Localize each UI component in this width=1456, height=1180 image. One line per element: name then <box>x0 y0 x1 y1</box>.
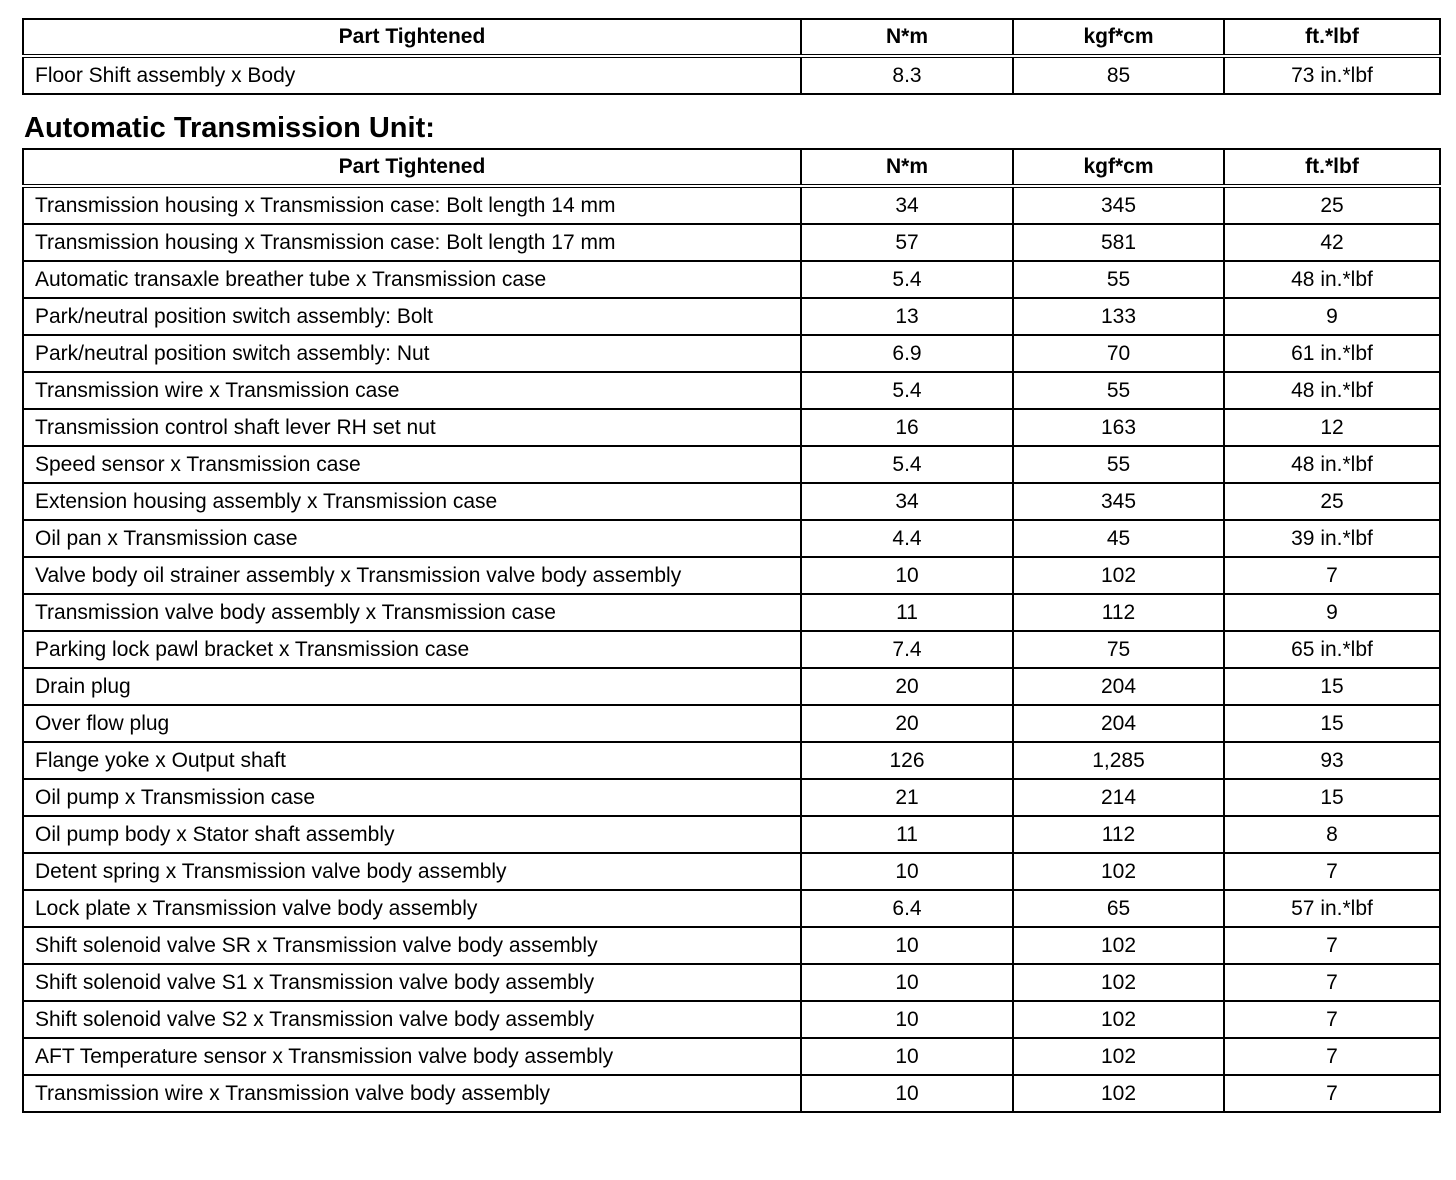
cell-kgfcm: 102 <box>1013 557 1224 594</box>
cell-ftlbf: 7 <box>1224 927 1440 964</box>
cell-nm: 20 <box>801 705 1013 742</box>
cell-nm: 57 <box>801 224 1013 261</box>
cell-ftlbf: 61 in.*lbf <box>1224 335 1440 372</box>
cell-part-tightened: Parking lock pawl bracket x Transmission case <box>23 631 801 668</box>
table-row <box>23 224 1440 261</box>
table-row <box>23 335 1440 372</box>
header-ftlbf: ft.*lbf <box>1224 19 1440 56</box>
table-row <box>23 742 1440 779</box>
table-row <box>23 631 1440 668</box>
header-part-tightened: Part Tightened <box>23 19 801 56</box>
cell-ftlbf: 93 <box>1224 742 1440 779</box>
cell-part-tightened: Floor Shift assembly x Body <box>23 56 801 94</box>
cell-nm: 13 <box>801 298 1013 335</box>
cell-ftlbf: 73 in.*lbf <box>1224 56 1440 94</box>
cell-ftlbf: 15 <box>1224 668 1440 705</box>
cell-ftlbf: 7 <box>1224 557 1440 594</box>
cell-nm: 5.4 <box>801 261 1013 298</box>
header-part-tightened: Part Tightened <box>23 149 801 186</box>
cell-kgfcm: 102 <box>1013 1075 1224 1112</box>
cell-part-tightened: Flange yoke x Output shaft <box>23 742 801 779</box>
cell-nm: 10 <box>801 1075 1013 1112</box>
table-row <box>23 816 1440 853</box>
cell-ftlbf: 7 <box>1224 1038 1440 1075</box>
cell-part-tightened: Shift solenoid valve SR x Transmission valve body assembly <box>23 927 801 964</box>
cell-part-tightened: AFT Temperature sensor x Transmission valve body assembly <box>23 1038 801 1075</box>
cell-ftlbf: 7 <box>1224 853 1440 890</box>
table-header-row <box>23 149 1440 186</box>
cell-part-tightened: Drain plug <box>23 668 801 705</box>
cell-ftlbf: 42 <box>1224 224 1440 261</box>
cell-kgfcm: 102 <box>1013 1038 1224 1075</box>
table-row <box>23 853 1440 890</box>
cell-kgfcm: 133 <box>1013 298 1224 335</box>
floor-shift-torque-table <box>22 18 1441 95</box>
cell-part-tightened: Oil pan x Transmission case <box>23 520 801 557</box>
table-row <box>23 261 1440 298</box>
cell-ftlbf: 9 <box>1224 298 1440 335</box>
cell-nm: 8.3 <box>801 56 1013 94</box>
cell-ftlbf: 65 in.*lbf <box>1224 631 1440 668</box>
cell-nm: 10 <box>801 1001 1013 1038</box>
table-row <box>23 594 1440 631</box>
cell-ftlbf: 12 <box>1224 409 1440 446</box>
table-row <box>23 668 1440 705</box>
cell-part-tightened: Transmission wire x Transmission valve body assembly <box>23 1075 801 1112</box>
cell-ftlbf: 15 <box>1224 779 1440 816</box>
cell-part-tightened: Oil pump x Transmission case <box>23 779 801 816</box>
table-row <box>23 298 1440 335</box>
header-kgfcm: kgf*cm <box>1013 149 1224 186</box>
cell-nm: 10 <box>801 557 1013 594</box>
cell-nm: 10 <box>801 927 1013 964</box>
header-ftlbf: ft.*lbf <box>1224 149 1440 186</box>
cell-nm: 34 <box>801 483 1013 520</box>
section-title: Automatic Transmission Unit: <box>24 112 435 144</box>
cell-nm: 10 <box>801 853 1013 890</box>
table-row <box>23 705 1440 742</box>
cell-nm: 7.4 <box>801 631 1013 668</box>
cell-nm: 10 <box>801 1038 1013 1075</box>
cell-part-tightened: Oil pump body x Stator shaft assembly <box>23 816 801 853</box>
cell-ftlbf: 7 <box>1224 1001 1440 1038</box>
cell-ftlbf: 9 <box>1224 594 1440 631</box>
cell-nm: 11 <box>801 594 1013 631</box>
cell-nm: 6.4 <box>801 890 1013 927</box>
cell-part-tightened: Transmission wire x Transmission case <box>23 372 801 409</box>
cell-nm: 5.4 <box>801 372 1013 409</box>
cell-kgfcm: 163 <box>1013 409 1224 446</box>
header-nm: N*m <box>801 19 1013 56</box>
cell-part-tightened: Transmission housing x Transmission case: Bolt length 14 mm <box>23 186 801 224</box>
table-row <box>23 483 1440 520</box>
cell-kgfcm: 102 <box>1013 1001 1224 1038</box>
table-row <box>23 964 1440 1001</box>
table-row <box>23 779 1440 816</box>
cell-ftlbf: 48 in.*lbf <box>1224 446 1440 483</box>
cell-ftlbf: 8 <box>1224 816 1440 853</box>
cell-part-tightened: Lock plate x Transmission valve body assembly <box>23 890 801 927</box>
cell-part-tightened: Transmission control shaft lever RH set nut <box>23 409 801 446</box>
cell-nm: 126 <box>801 742 1013 779</box>
cell-kgfcm: 55 <box>1013 261 1224 298</box>
cell-kgfcm: 204 <box>1013 705 1224 742</box>
cell-nm: 4.4 <box>801 520 1013 557</box>
table-row <box>23 56 1440 94</box>
cell-kgfcm: 112 <box>1013 816 1224 853</box>
cell-kgfcm: 102 <box>1013 927 1224 964</box>
cell-kgfcm: 65 <box>1013 890 1224 927</box>
cell-kgfcm: 102 <box>1013 964 1224 1001</box>
cell-kgfcm: 1,285 <box>1013 742 1224 779</box>
cell-part-tightened: Extension housing assembly x Transmission case <box>23 483 801 520</box>
table-row <box>23 372 1440 409</box>
cell-ftlbf: 39 in.*lbf <box>1224 520 1440 557</box>
cell-part-tightened: Shift solenoid valve S2 x Transmission valve body assembly <box>23 1001 801 1038</box>
cell-kgfcm: 345 <box>1013 186 1224 224</box>
table-row <box>23 186 1440 224</box>
table-row <box>23 890 1440 927</box>
cell-kgfcm: 345 <box>1013 483 1224 520</box>
cell-part-tightened: Detent spring x Transmission valve body assembly <box>23 853 801 890</box>
cell-ftlbf: 48 in.*lbf <box>1224 261 1440 298</box>
automatic-transmission-torque-table <box>22 148 1441 1113</box>
cell-ftlbf: 57 in.*lbf <box>1224 890 1440 927</box>
cell-nm: 34 <box>801 186 1013 224</box>
cell-part-tightened: Speed sensor x Transmission case <box>23 446 801 483</box>
cell-kgfcm: 204 <box>1013 668 1224 705</box>
cell-kgfcm: 85 <box>1013 56 1224 94</box>
table-row <box>23 446 1440 483</box>
table-header-row <box>23 19 1440 56</box>
cell-kgfcm: 70 <box>1013 335 1224 372</box>
header-nm: N*m <box>801 149 1013 186</box>
table-row <box>23 557 1440 594</box>
header-kgfcm: kgf*cm <box>1013 19 1224 56</box>
cell-ftlbf: 48 in.*lbf <box>1224 372 1440 409</box>
cell-kgfcm: 55 <box>1013 446 1224 483</box>
table-row <box>23 1075 1440 1112</box>
cell-part-tightened: Transmission valve body assembly x Transmission case <box>23 594 801 631</box>
cell-nm: 10 <box>801 964 1013 1001</box>
cell-part-tightened: Park/neutral position switch assembly: Bolt <box>23 298 801 335</box>
table-row <box>23 409 1440 446</box>
table-row <box>23 927 1440 964</box>
cell-ftlbf: 7 <box>1224 964 1440 1001</box>
cell-ftlbf: 15 <box>1224 705 1440 742</box>
cell-ftlbf: 7 <box>1224 1075 1440 1112</box>
cell-kgfcm: 55 <box>1013 372 1224 409</box>
cell-nm: 16 <box>801 409 1013 446</box>
cell-part-tightened: Valve body oil strainer assembly x Transmission valve body assembly <box>23 557 801 594</box>
cell-kgfcm: 214 <box>1013 779 1224 816</box>
cell-ftlbf: 25 <box>1224 186 1440 224</box>
cell-part-tightened: Park/neutral position switch assembly: Nut <box>23 335 801 372</box>
cell-kgfcm: 112 <box>1013 594 1224 631</box>
cell-nm: 11 <box>801 816 1013 853</box>
cell-nm: 20 <box>801 668 1013 705</box>
cell-part-tightened: Shift solenoid valve S1 x Transmission valve body assembly <box>23 964 801 1001</box>
cell-part-tightened: Over flow plug <box>23 705 801 742</box>
cell-kgfcm: 581 <box>1013 224 1224 261</box>
cell-part-tightened: Automatic transaxle breather tube x Transmission case <box>23 261 801 298</box>
cell-nm: 21 <box>801 779 1013 816</box>
cell-part-tightened: Transmission housing x Transmission case: Bolt length 17 mm <box>23 224 801 261</box>
table-row <box>23 1038 1440 1075</box>
table-row <box>23 520 1440 557</box>
cell-ftlbf: 25 <box>1224 483 1440 520</box>
cell-kgfcm: 45 <box>1013 520 1224 557</box>
table-row <box>23 1001 1440 1038</box>
cell-nm: 5.4 <box>801 446 1013 483</box>
cell-kgfcm: 102 <box>1013 853 1224 890</box>
cell-kgfcm: 75 <box>1013 631 1224 668</box>
cell-nm: 6.9 <box>801 335 1013 372</box>
